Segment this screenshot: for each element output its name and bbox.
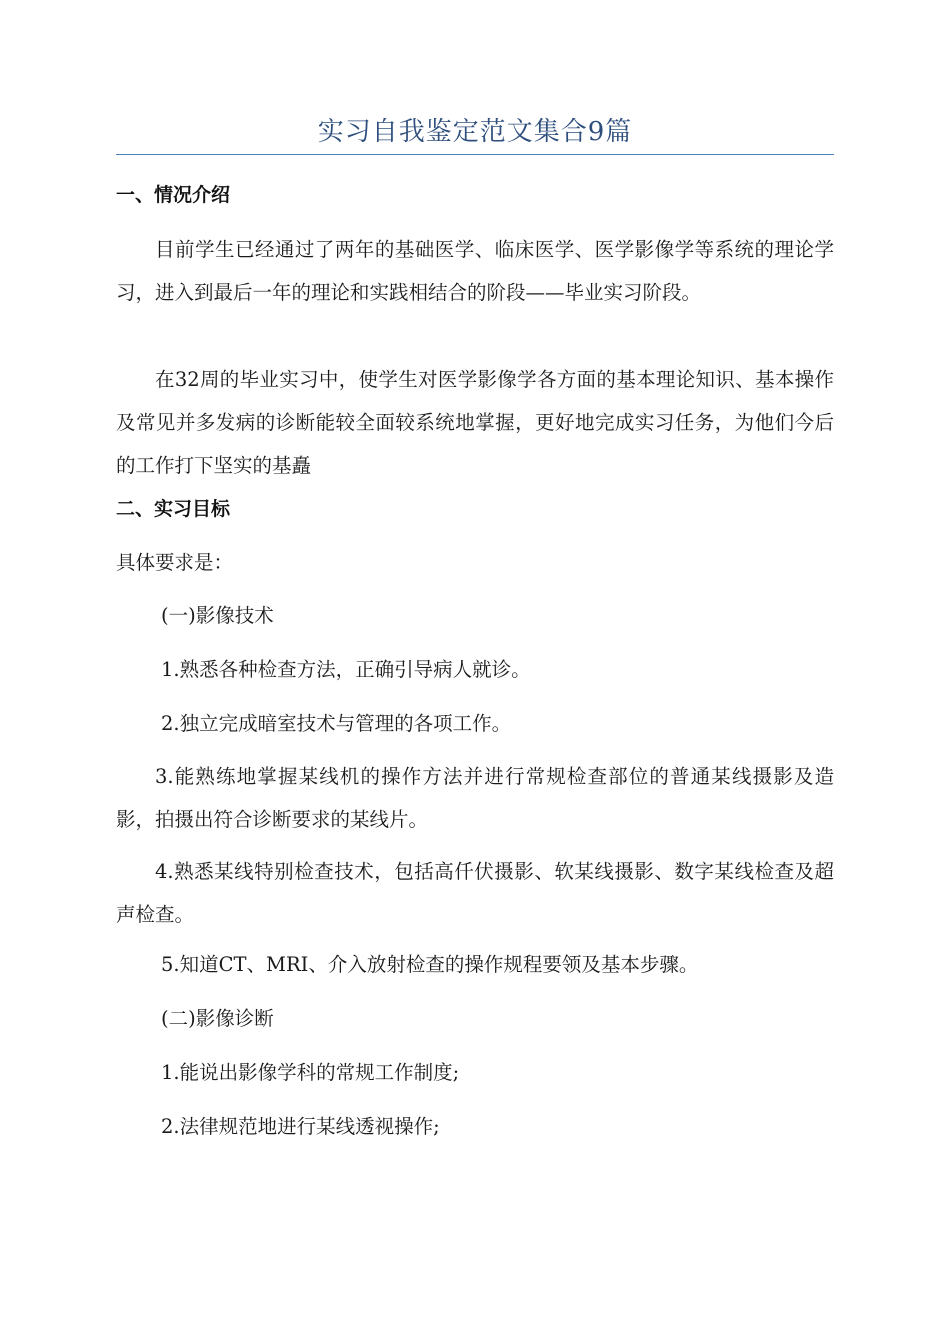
subheading-imaging-technique: (一)影像技术: [161, 604, 274, 627]
list-item: 2.独立完成暗室技术与管理的各项工作。: [161, 712, 512, 735]
section-heading-situation: 一、情况介绍: [116, 184, 231, 206]
list-item: 2.法律规范地进行某线透视操作;: [161, 1115, 440, 1138]
requirements-intro: 具体要求是：: [116, 551, 234, 574]
paragraph-internship-overview: 在32周的毕业实习中，使学生对医学影像学各方面的基本理论知识、基本操作及常见并多发病的诊断能较全面较系统地掌握，更好地完成实习任务，为他们今后的工作打下坚实的基矗: [116, 368, 834, 477]
document-title: 实习自我鉴定范文集合9篇: [317, 117, 633, 147]
title-underline: [116, 154, 834, 155]
list-item: 1.熟悉各种检查方法，正确引导病人就诊。: [161, 658, 531, 681]
subheading-imaging-diagnosis: (二)影像诊断: [161, 1007, 274, 1030]
list-item: 3.能熟练地掌握某线机的操作方法并进行常规检查部位的普通某线摄影及造影，拍摄出符合诊断要求的某线片。: [116, 765, 834, 831]
list-item: 4.熟悉某线特别检查技术，包括高仟伏摄影、软某线摄影、数字某线检查及超声检查。: [116, 860, 834, 926]
list-item: 1.能说出影像学科的常规工作制度;: [161, 1061, 460, 1084]
paragraph-background: 目前学生已经通过了两年的基础医学、临床医学、医学影像学等系统的理论学习，进入到最后一年的理论和实践相结合的阶段——毕业实习阶段。: [116, 238, 834, 304]
list-item: 5.知道CT、MRI、介入放射检查的操作规程要领及基本步骤。: [161, 953, 699, 976]
document-page: [116, 0, 834, 1344]
section-heading-goals: 二、实习目标: [116, 498, 231, 520]
